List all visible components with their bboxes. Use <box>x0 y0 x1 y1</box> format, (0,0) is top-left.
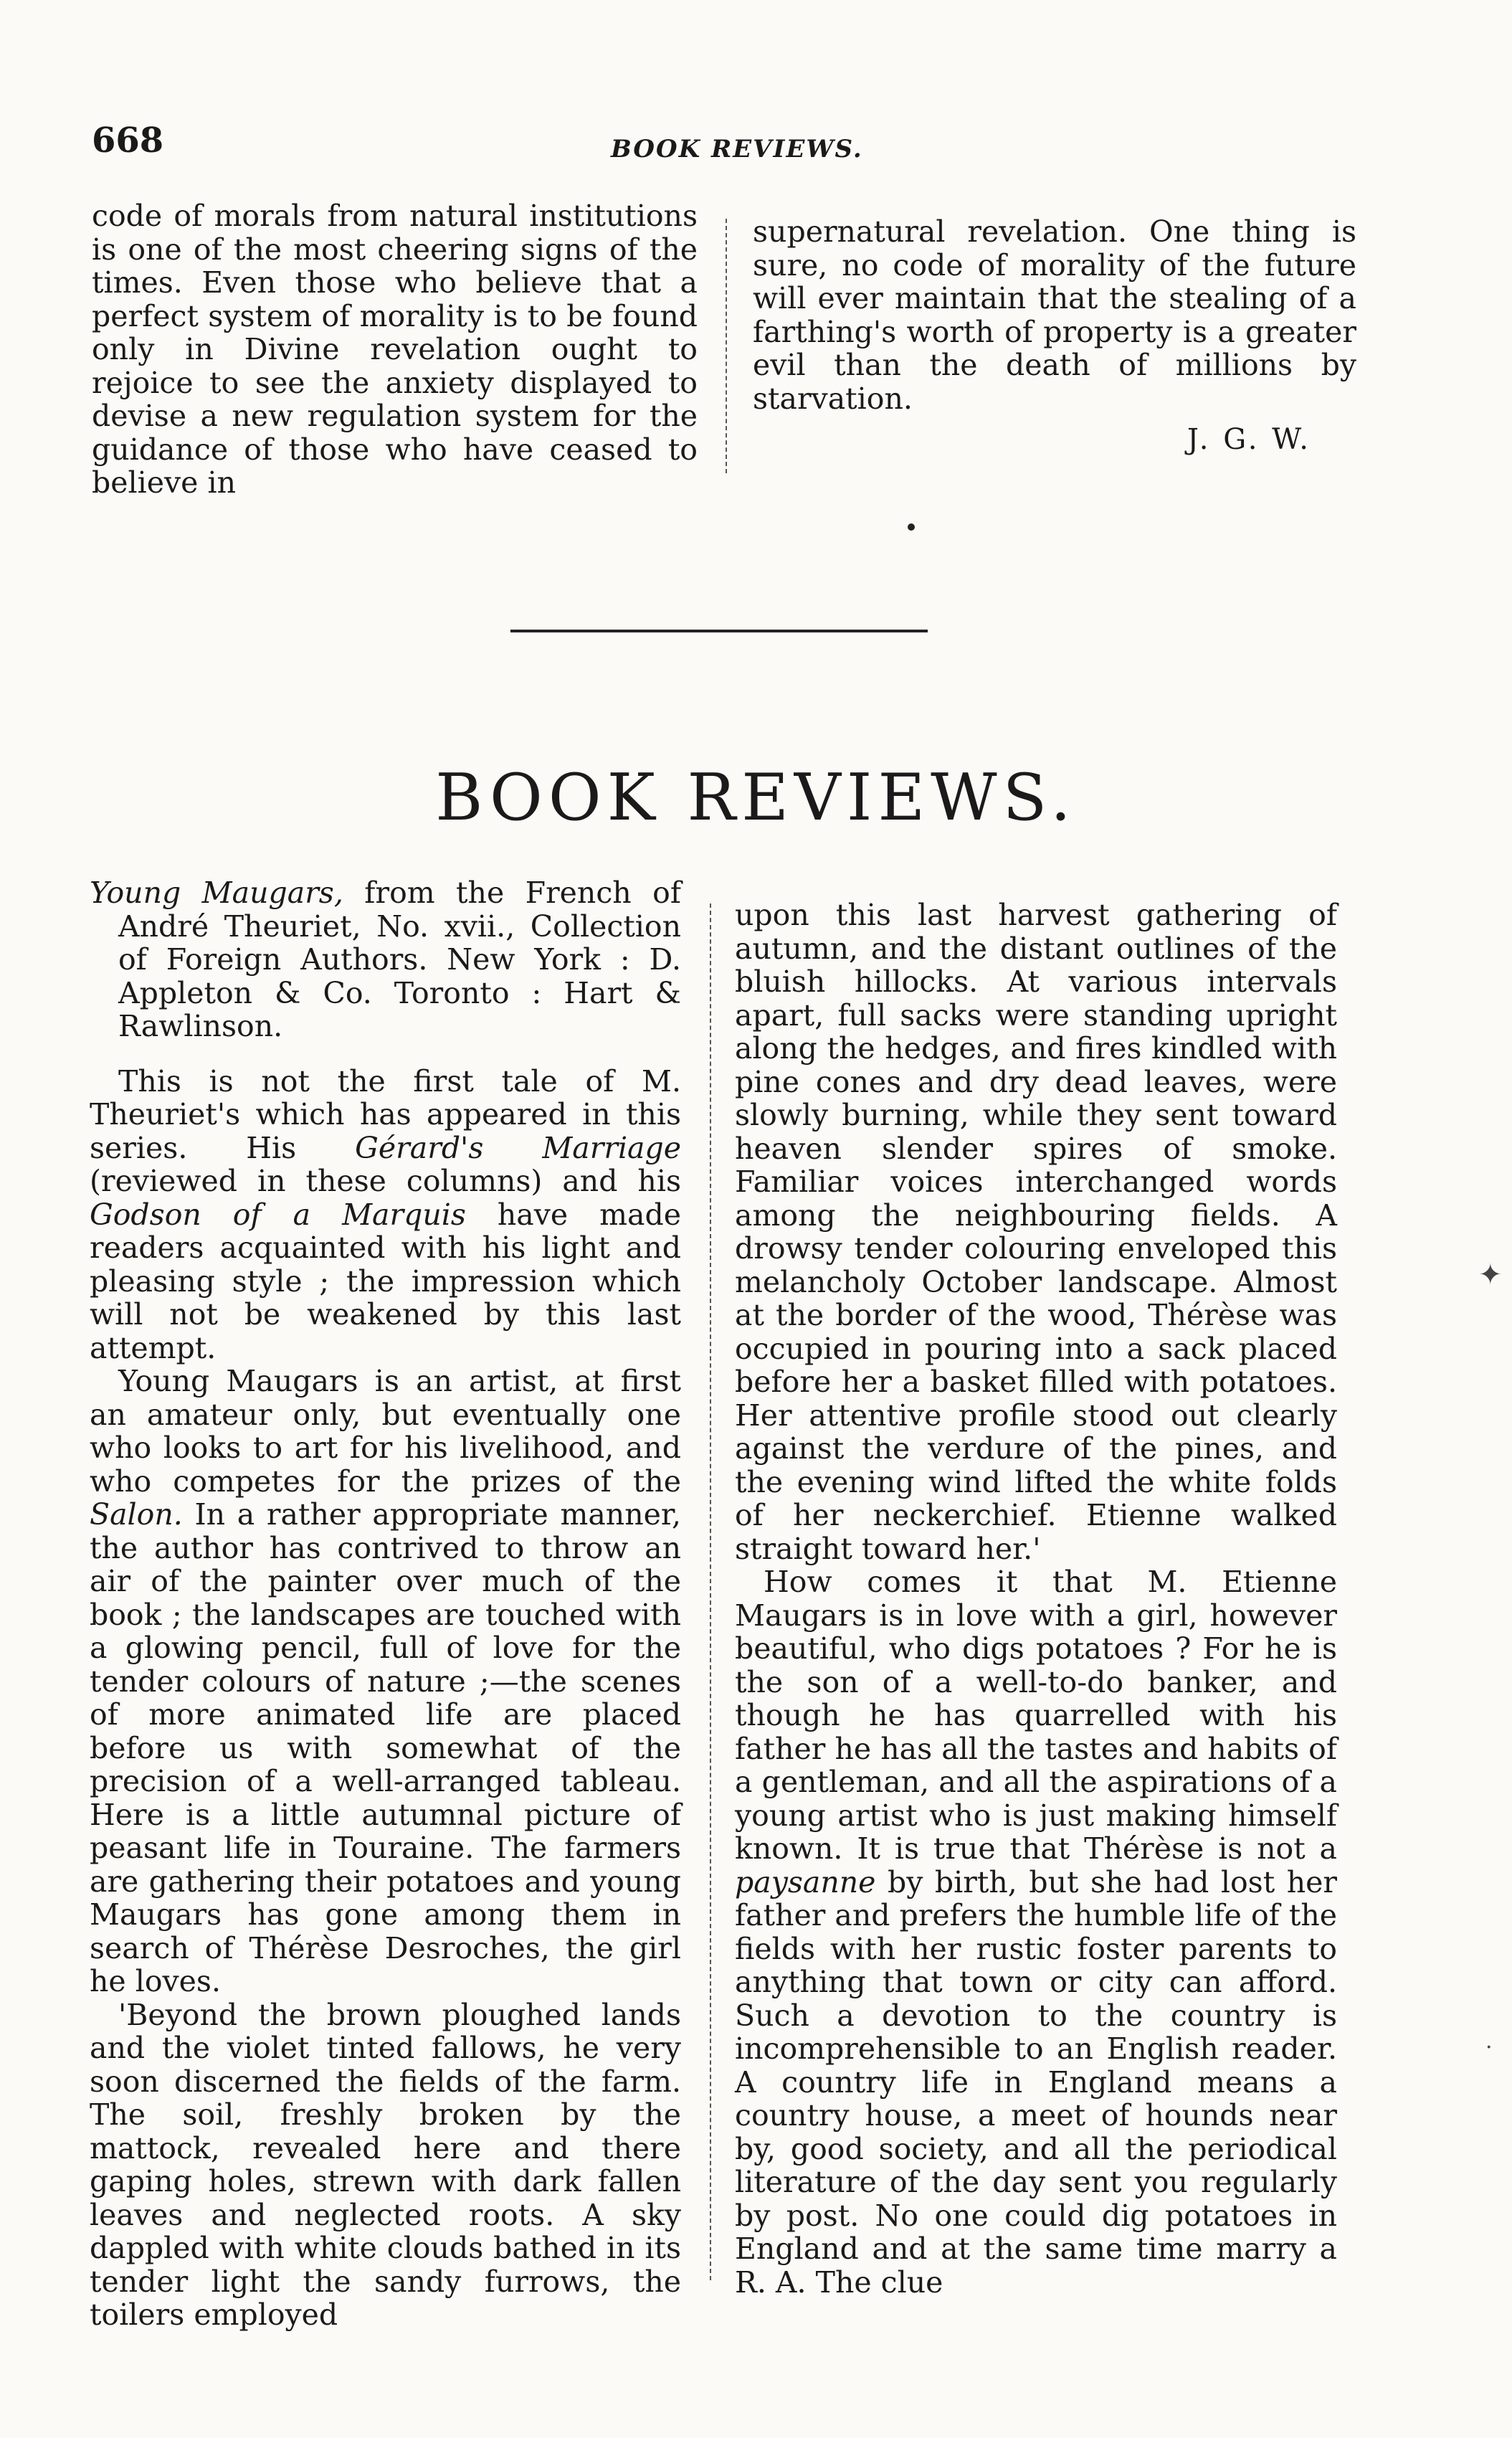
column-divider-bottom <box>710 903 711 2280</box>
previous-article-right-column <box>753 215 1356 415</box>
text-run: This is not the first tale of M. Theuriet's which has appeared in this series. His <box>90 1063 681 1165</box>
previous-article-text-left: code of morals from natural institutions is one of the most cheering signs of the times. Even those who believe that a perfect system of morality is to be found only in Divine revelation ought to rejoice to see the anxiety displayed to devise a new regulation system for the guidance of those who have ceased to believe in <box>92 199 698 500</box>
book-title: Young Maugars, <box>90 876 343 910</box>
review-paragraph-2 <box>90 1365 681 1998</box>
citation-details: from the French of André Theuriet, No. xvii., Collection of Foreign Authors. New York : D. Appleton & Co. Toronto : Hart & Rawlinson. <box>118 876 681 1043</box>
author-signature: J. G. W. <box>1187 423 1311 456</box>
text-run: have made readers acquainted with his light and pleasing style ; the impression which will not be weakened by this last attempt. <box>90 1197 681 1365</box>
italic-title: Gérard's Marriage <box>355 1130 682 1165</box>
review-paragraph-1 <box>90 1065 681 1365</box>
text-run: Young Maugars is an artist, at first an amateur only, but eventually one who looks to art for his livelihood, and who competes for the prizes of the <box>90 1364 681 1499</box>
running-title: BOOK REVIEWS. <box>611 135 863 163</box>
page-number: 668 <box>92 120 164 161</box>
text-run: by birth, but she had lost her father and prefers the humble life of the fields with her rustic foster parents to anything that town or city can afford. Such a devotion to the country is incomprehensible to an English reader. A country life in England means a country house, a meet of hounds near by, good society, and all the periodical literature of the day sent you regularly by post. No one could dig potatoes in England and at the same time marry a R. A. The clue <box>735 1864 1337 2300</box>
margin-mark: · <box>1485 2035 1493 2060</box>
book-citation <box>90 876 681 1043</box>
ornament-dot <box>908 523 915 531</box>
column-divider-top <box>726 219 727 473</box>
quotation-part-1: 'Beyond the brown ploughed lands and the violet tinted fallows, he very soon discerned the fields of the farm. The soil, freshly broken by the mattock, revealed here and there gaping holes, strewn with dark fallen leaves and neglected roots. A sky dappled with white clouds bathed in its tender light the sandy furrows, the toilers employed <box>90 1997 681 2332</box>
margin-mark: ✦ <box>1478 1258 1503 1291</box>
italic-title: Godson of a Marquis <box>90 1197 466 1232</box>
review-right-column <box>735 898 1337 2299</box>
italic-word: paysanne <box>735 1864 876 1899</box>
review-paragraph-3 <box>735 1565 1337 2299</box>
previous-article-left-column <box>92 199 698 500</box>
section-title: BOOK REVIEWS. <box>435 760 1077 835</box>
section-rule <box>510 630 928 632</box>
italic-title: Salon. <box>90 1497 183 1532</box>
previous-article-text-right: supernatural revelation. One thing is sure, no code of morality of the future will ever maintain that the stealing of a farthing's worth of property is a greater evil than the death of millions by starvation. <box>753 214 1356 416</box>
quotation-part-2: upon this last harvest gathering of autumn, and the distant outlines of the bluish hillocks. At various intervals apart, full sacks were standing upright along the hedges, and fires kindled with pine cones and dry dead leaves, were slowly burning, while they sent toward heaven slender spires of smoke. Familiar voices interchanged words among the neighbouring fields. A drowsy tender colouring enveloped this melancholy October landscape. Almost at the border of the wood, Thérèse was occupied in pouring into a sack placed before her a basket filled with potatoes. Her attentive profile stood out clearly against the verdure of the pines, and the evening wind lifted the white folds of her neckerchief. Etienne walked straight toward her.' <box>735 898 1337 1566</box>
review-left-column <box>90 876 681 2332</box>
text-run: How comes it that M. Etienne Maugars is in love with a girl, however beautiful, who digs potatoes ? For he is the son of a well-to-do banker, and though he has quarrelled with his father he has all the tastes and habits of a gentleman, and all the aspirations of a young artist who is just making himself known. It is true that Thérèse is not a <box>735 1565 1337 1866</box>
text-run: (reviewed in these columns) and his <box>90 1164 681 1198</box>
text-run: In a rather appropriate manner, the author has contrived to throw an air of the painter over much of the book ; the landscapes are touched with a glowing pencil, full of love for the tender colours of nature ;—the scenes of more animated life are placed before us with somewhat of the precision of a well-arranged tableau. Here is a little autumnal picture of peasant life in Touraine. The farmers are gathering their potatoes and young Maugars has gone among them in search of Thérèse Desroches, the girl he loves. <box>90 1497 681 1998</box>
